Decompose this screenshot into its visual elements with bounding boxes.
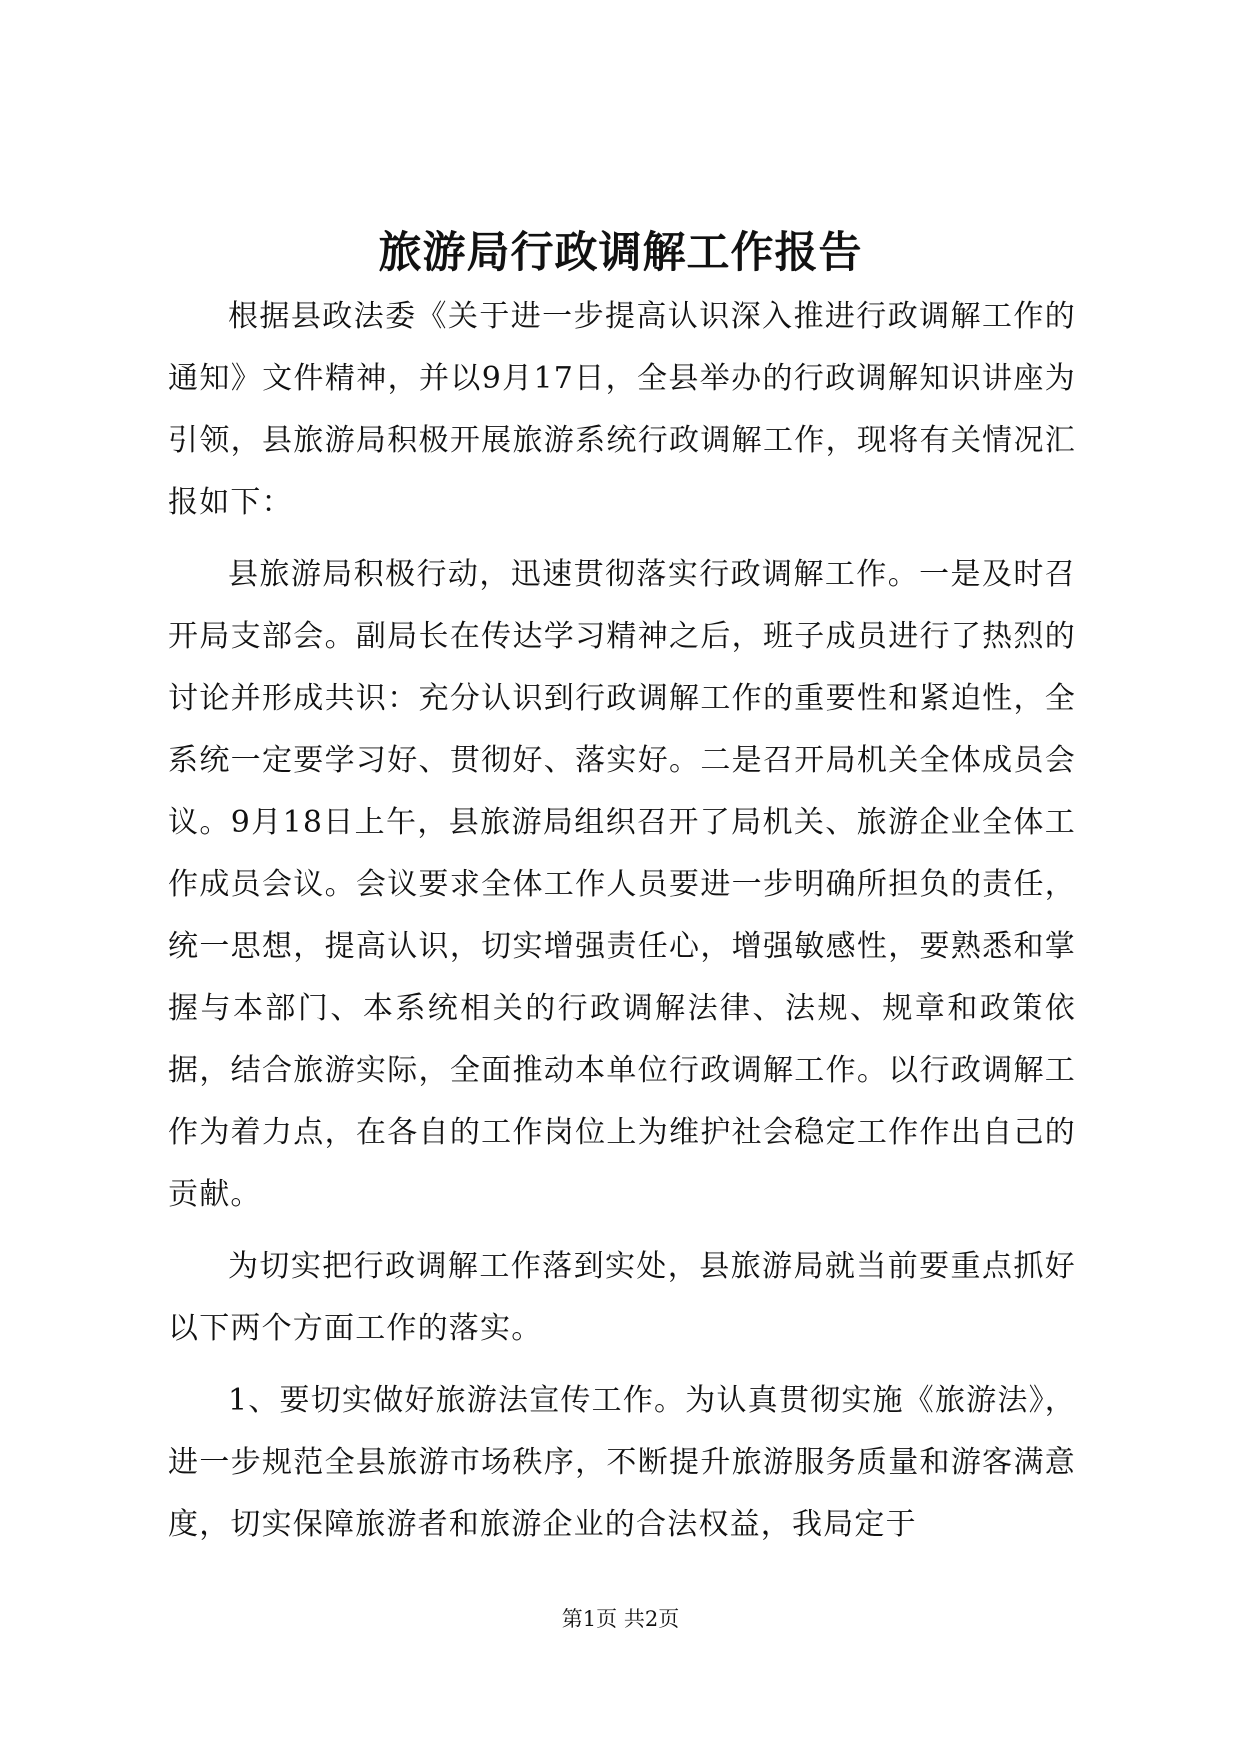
paragraph-actions: 县旅游局积极行动，迅速贯彻落实行政调解工作。一是及时召开局支部会。副局长在传达学习精神之后，班子成员进行了热烈的讨论并形成共识：充分认识到行政调解工作的重要性和紧迫性，全系统一定要学习好、贯彻好、落实好。二是召开局机关全体成员会议。9月18日上午，县旅游局组织召开了局机关、旅游企业全体工作成员会议。会议要求全体工作人员要进一步明确所担负的责任，统一思想，提高认识，切实增强责任心，增强敏感性，要熟悉和掌握与本部门、本系统相关的行政调解法律、法规、规章和政策依据，结合旅游实际，全面推动本单位行政调解工作。以行政调解工作为着力点，在各自的工作岗位上为维护社会稳定工作作出自己的贡献。 [168,557,1076,1212]
paragraph-intro: 根据县政法委《关于进一步提高认识深入推进行政调解工作的通知》文件精神，并以9月17日，全县举办的行政调解知识讲座为引领，县旅游局积极开展旅游系统行政调解工作，现将有关情况汇报如下： [168,299,1076,520]
document-body [168,286,1076,1556]
paragraph-item-1: 1、要切实做好旅游法宣传工作。为认真贯彻实施《旅游法》，进一步规范全县旅游市场秩序，不断提升旅游服务质量和游客满意度，切实保障旅游者和旅游企业的合法权益，我局定于 [168,1383,1076,1542]
paragraph-focus: 为切实把行政调解工作落到实处，县旅游局就当前要重点抓好以下两个方面工作的落实。 [168,1249,1076,1346]
document-title: 旅游局行政调解工作报告 [378,228,863,278]
page-number-footer: 第1页 共2页 [561,1607,680,1631]
